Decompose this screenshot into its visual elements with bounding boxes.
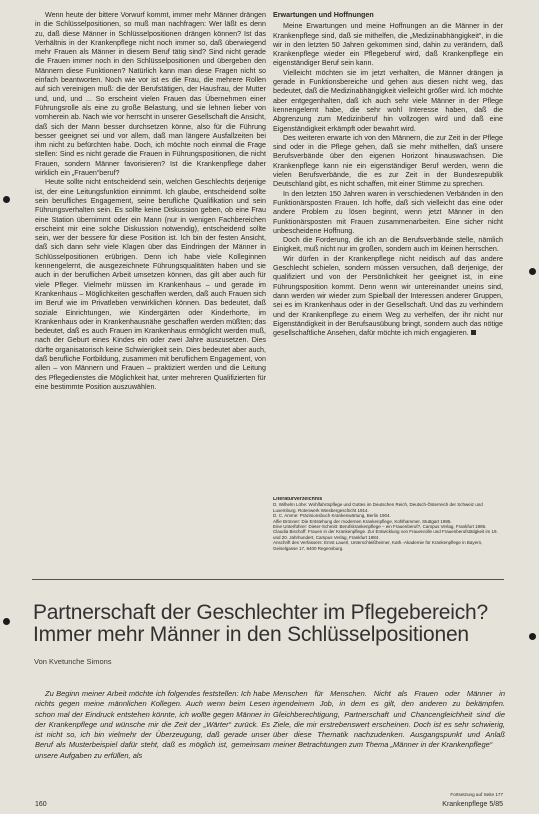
body-paragraph: Wenn heute der bittere Vorwurf kommt, immer mehr Männer drängen in die Schlüsselpositionen, so muß man nachfragen: Wer läßt es denn zu, daß diese Männer in Schlüsselpositionen drängen können? Ist das Verhältnis in der Krankenpflege nicht noch immer so, daß überwiegend mehr Frauen als Männer in diesem Beruf tätig sind? Sind nicht gerade die Frauen immer noch in den Schlüsselpositionen und übergeben den Männern diese Funktionen? Natürlich kann man diese Fragen nicht so einfach beantworten. Noch wie vor ist es die Frau, die mehrere Rollen auf sich vereinigen muß: die der Berufstätigen, der Hausfrau, der Mutter und, und, und ... So erscheint vielen Frauen das Übernehmen einer Führungsrolle als eine zu große Belastung, und sie lehnen lieber von vornherein ab. Nach wie vor herrscht in unserer Gesellschaft die Ansicht, daß sich der Mann besser durchsetzen könne, also für die Führung besser geeignet sei und vor allem, daß man längere Ausfallzeiten bei ihm nicht zu befürchten habe. Doch, ich möchte noch einmal die Frage stellen: Sind es nicht gerade die Frauen in Führungspositionen, die nicht Frauen, sondern Männer favorisieren? Ist die Krankenpflege daher wirklich ein „Frauen“beruf? xyxy=(35,11,266,178)
intro-text-left: Zu Beginn meiner Arbeit möchte ich folgendes feststellen: Ich habe nichts gegen meine männlichen Kollegen. Auch wenn beim Lesen schon mal der Eindruck entstehen könnte, ich wollte gegen Männer in der Krankenpflege und wünsche mir die Zeit der „Wärter“ zurück. Es ist nicht so, ich bin vielmehr der Überzeugung, daß gerade unser Beruf als Musterbeispiel dafür steht, daß es möglich ist, gemeinsam unsere Aufgaben zu erfüllen, als xyxy=(35,689,270,760)
page-number: 160 xyxy=(35,801,47,808)
literature-entry: D. Wilhelm Löhe: Wohlfahrtspflege und Gottes im Deutschen Reich, Deutsch-Österreich der Schweiz und Luxemburg. Rotenwerk Wiesbergeschicht 1914. xyxy=(273,502,483,513)
article-title xyxy=(33,602,513,646)
body-paragraph: Doch die Forderung, die ich an die Berufsverbände stelle, nämlich Einigkeit, muß nicht nur im großen, sondern auch im kleinen herrschen. xyxy=(273,236,503,254)
literature-title: Literaturverzeichnis xyxy=(273,497,323,502)
literature-entry: Claudia Bischoff: Frauen in der Krankenpflege. Zur Entwicklung von Frauenrolle und Frauenberufstätigkeit im 19. und 20. Jahrhundert, Campus Verlag, Frankfurt 1984. xyxy=(273,529,498,540)
article-title-line: Immer mehr Männer in den Schlüsselpositionen xyxy=(33,623,469,646)
punch-hole-icon xyxy=(529,268,536,275)
literature-list xyxy=(273,497,503,569)
article-author: Von Kvetunche Simons xyxy=(34,657,112,666)
body-paragraph: Des weiteren erwarte ich von den Männern, die zur Zeit in der Pflege sind oder in die Pflege gehen, daß sie mehr mithelfen, daß unsere Berufsverbände über den eigenen Horizont hinauswachsen. Die Krankenpflege kann nie ein eigenständiger Beruf werden, wenn die vielen Berufsverbände, die es zur Zeit in der Bundesrepublik Deutschland gibt, es nicht schaffen, mit einer Stimme zu sprechen. xyxy=(273,133,503,189)
continuation-note: Fortsetzung auf Seite 177 xyxy=(450,792,503,797)
body-paragraph: Heute sollte nicht entscheidend sein, welchen Geschlechts derjenige ist, der eine Leitungsfunktion einnimmt. Ich glaube, entscheidend sollte sein berufliches Engagement, seine berufliche Qualifikation und sein Führungsverhalten sein. Es sollte keine Diskussion geben, ob eine Frau eine Station übernimmt oder ein Mann (nur in wenigen Fachbereichen erscheint mir eine solche Diskussion notwendig), entscheidend sollte sein, wer der bessere für diese Position ist. Ich bin der festen Ansicht, daß sich dann sehr viele Klagen über das Eindringen der Männer in Schlüsselpositionen erübrigen. Denn ich habe viele Kolleginnen kennengelernt, die ausgezeichnete Führungsqualitäten haben und sie auch in der beruflichen Arbeit umsetzen können, das gilt aber auch für viele Pfleger. Vielmehr müssen im Krankenhaus – und gerade im Krankenhaus – Möglichkeiten geschaffen werden, daß auch Frauen sich im Beruf wie im Privatleben verwirklichen können. Das bedeutet, daß soziale Einrichtungen, wie Kindergärten oder Kinderhorte, im Krankenhaus oder in Krankenhausnähe geschaffen werden müßten; das bedeutet, daß es auch Frauen im Krankenhaus ermöglicht werden muß, nach der Geburt eines Kindes ein oder zwei Jahre auszusetzen. Dies dürfte organisatorisch keine Schwierigkeit sein. Dies bedeutet aber auch, daß berufliche Fortbildung, zusammen mit beruflichem Engagement, von allen – von Männern und Frauen – praktiziert werden und die Leitung des Pflegedienstes die Möglichkeit hat, unter mehreren Qualifizierten für eine bestimmte Position auszuwählen. xyxy=(35,178,266,391)
section-heading: Erwartungen und Hoffnungen xyxy=(273,11,374,19)
literature-entry: Alfie Brönner: Die Entstehung der modernen Krankenpflege, Kohlhammer, Stuttgart 1985. xyxy=(273,518,452,524)
punch-hole-icon xyxy=(3,618,10,625)
body-paragraph: Vielleicht möchten sie im jetzt verhalten, die Männer drängen ja gerade in Funktionsbereiche und gehen aus diesen nicht weg, das bedeutet, daß die Medizinabhängigkeit vielleicht größer wird. Ich möchte aber entgegenhalten, daß ich auch sehr viele Männer in der Pflege kennengelernt habe, die sehr wohl Interesse haben, daß die Abgrenzung zum Medizinberuf hin vollzogen wird und daß eine Eigenständigkeit erkämpft oder bewahrt wird. xyxy=(273,68,503,133)
right-text-column xyxy=(273,11,503,503)
literature-entry: Anschrift des Verfassers: Ernst Lauerl, Unterschleißheimer, Kath.-Akademie für Krankenpflege in Bayern, Geiselgasse 17, 8400 Regensburg. xyxy=(273,540,483,551)
article-title-line: Partnerschaft der Geschlechter im Pflegebereich? xyxy=(33,601,488,624)
literature-entry: Eine Unterführer: Dieter-Schmitt: Berufskrankenpflege – ein Frauenberuf?, Campus Verlag, Frankfurt 1986. xyxy=(273,524,487,530)
end-of-article-square-icon xyxy=(471,330,476,335)
body-paragraph: In den letzten 150 Jahren waren in verschiedenen Verbänden in den Funktionärsposten Frauen. Ich hoffe, daß sich vielleicht das eine oder andere Problem zu lösen beginnt, wenn jetzt Männer in den Funktionärsposten mit Frauen zusammenarbeiten. Eine sicher nicht unbescheidene Hoffnung. xyxy=(273,189,503,235)
section-divider xyxy=(32,579,504,580)
journal-reference: Krankenpflege 5/85 xyxy=(442,801,503,808)
left-text-column xyxy=(35,11,266,566)
body-paragraph-text: Wir dürfen in der Krankenpflege nicht neidisch auf das andere Geschlecht schielen, sondern müssen versuchen, daß derjenige, der qualifiziert und von der Persönlichkeit her geeignet ist, in eine Führungsposition kommt. Denn wenn wir untereinander uneins sind, dann werden wir wieder zum Spielball der Interessen anderer Gruppen, sei es im Krankenhaus oder in der Gesellschaft. Und das zu verhindern und der Krankenpflege zu einem Weg zu verhelfen, der ihr nicht nur Eigenständigkeit in der Berufsausübung bringt, sondern auch das nötige gesellschaftliche Ansehen, dafür möchte ich mich engagieren. xyxy=(273,254,503,338)
body-paragraph xyxy=(273,255,503,339)
punch-hole-icon xyxy=(3,196,10,203)
literature-entry: D. C. Amme: Präzisionsbuch Krankenwärtung, Berlin 1904. xyxy=(273,513,391,519)
intro-text-right: Menschen für Menschen. Nicht als Frauen oder Männer in irgendeinem Job, in dem es gilt, den anderen zu bekämpfen. Gleichberechtigung, Partnerschaft und Chancengleichheit sind die Ziele, die mir erstrebenswert erscheinen. Doch ist es sehr schwierig, über diese Thematik nachzudenken. Ausgangspunkt und Anlaß meiner Betrachtungen zum Thema „Männer in der Krankenpflege“ xyxy=(273,689,505,750)
punch-hole-icon xyxy=(529,633,536,640)
body-paragraph: Meine Erwartungen und meine Hoffnungen an die Männer in der Krankenpflege sind, daß sie mithelfen, die „Mediziinabhängigkeit“, in die wir in den letzten 50 Jahren gekommen sind, dahin zu verändern, daß Krankenpflege wieder ein Pflegeberuf wird, daß Krankenpflege ein eigenständiger Beruf sein kann. xyxy=(273,22,503,68)
